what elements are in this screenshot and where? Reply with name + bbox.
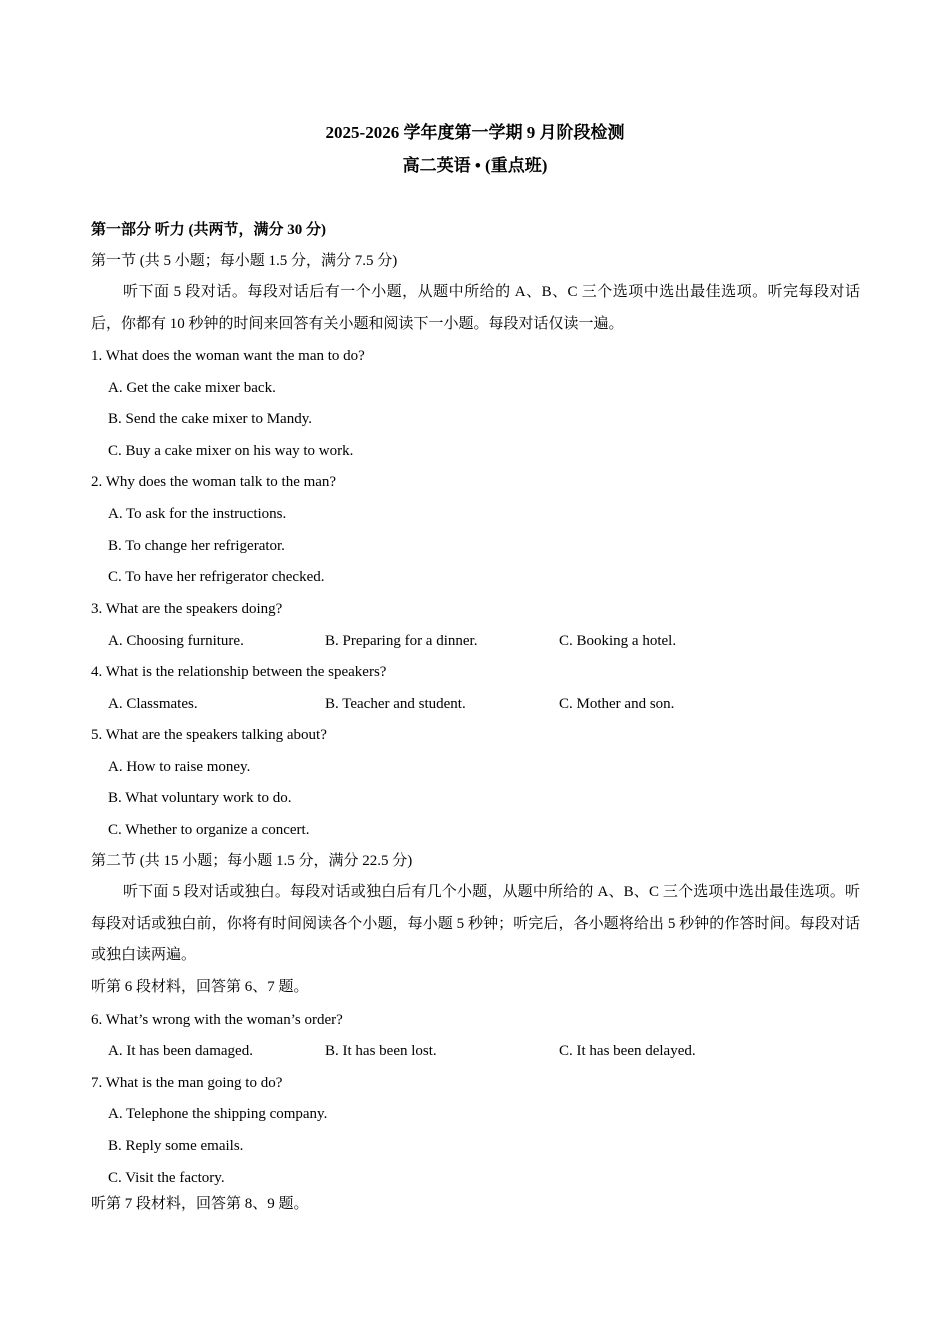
material-6-note: 听第 6 段材料，回答第 6、7 题。	[91, 979, 309, 995]
question-stem: 2. Why does the woman talk to the man?	[91, 474, 337, 490]
option-a: A. Get the cake mixer back.	[108, 380, 276, 396]
question-stem: 1. What does the woman want the man to do?	[91, 348, 365, 364]
option-b: B. Reply some emails.	[108, 1138, 244, 1154]
option-c: C. Booking a hotel.	[559, 633, 677, 649]
section2-heading: 第二节 (共 15 小题；每小题 1.5 分，满分 22.5 分)	[91, 853, 413, 869]
question-stem: 7. What is the man going to do?	[91, 1075, 283, 1091]
section1-heading: 第一节 (共 5 小题；每小题 1.5 分，满分 7.5 分)	[91, 253, 398, 269]
question-stem: 6. What’s wrong with the woman’s order?	[91, 1012, 343, 1028]
question-stem: 4. What is the relationship between the speakers?	[91, 664, 387, 680]
option-b: B. It has been lost.	[325, 1043, 437, 1059]
option-c: C. Mother and son.	[559, 696, 675, 712]
option-c: C. Visit the factory.	[108, 1170, 225, 1186]
exam-subtitle: 高二英语 • (重点班)	[402, 156, 548, 175]
question-stem: 3. What are the speakers doing?	[91, 601, 283, 617]
question-stem: 5. What are the speakers talking about?	[91, 727, 327, 743]
option-a: A. Classmates.	[108, 696, 198, 712]
option-c: C. It has been delayed.	[559, 1043, 696, 1059]
option-c: C. To have her refrigerator checked.	[108, 569, 325, 585]
option-b: B. Send the cake mixer to Mandy.	[108, 411, 312, 427]
option-c: C. Whether to organize a concert.	[108, 822, 310, 838]
option-a: A. How to raise money.	[108, 759, 251, 775]
material-7-note: 听第 7 段材料，回答第 8、9 题。	[91, 1196, 309, 1212]
option-b: B. To change her refrigerator.	[108, 538, 285, 554]
option-b: B. Teacher and student.	[325, 696, 466, 712]
part1-heading: 第一部分 听力 (共两节，满分 30 分)	[91, 222, 326, 238]
section1-instructions: 听下面 5 段对话。每段对话后有一个小题，从题中所给的 A、B、C 三个选项中选出最佳选项。听完每段对话后，你都有 10 秒钟的时间来回答有关小题和阅读下一小题。每段对话仅读一遍。	[91, 284, 860, 332]
option-c: C. Buy a cake mixer on his way to work.	[108, 443, 354, 459]
option-a: A. Telephone the shipping company.	[108, 1106, 328, 1122]
option-b: B. What voluntary work to do.	[108, 790, 292, 806]
section2-instructions: 听下面 5 段对话或独白。每段对话或独白后有几个小题，从题中所给的 A、B、C 三个选项中选出最佳选项。听每段对话或独白前，你将有时间阅读各个小题，每小题 5 秒钟；听完后，各小题将给出 5 秒钟的作答时间。每段对话或独白读两遍。	[91, 884, 860, 963]
option-b: B. Preparing for a dinner.	[325, 633, 478, 649]
option-a: A. To ask for the instructions.	[108, 506, 287, 522]
exam-title: 2025-2026 学年度第一学期 9 月阶段检测	[325, 123, 625, 142]
option-a: A. It has been damaged.	[108, 1043, 253, 1059]
option-a: A. Choosing furniture.	[108, 633, 244, 649]
